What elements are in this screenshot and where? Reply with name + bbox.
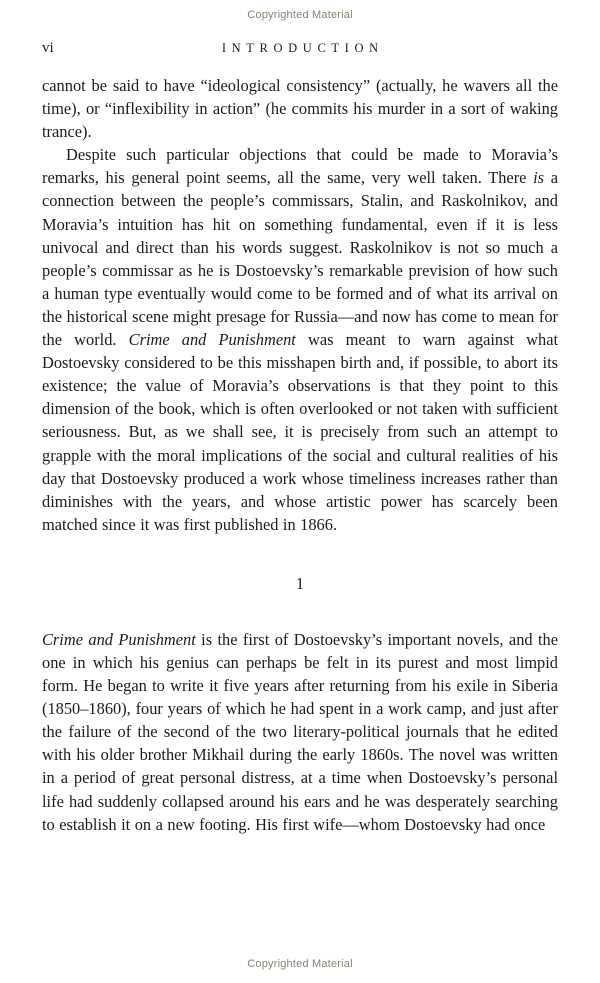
italic-text-run: Crime and Punishment [128, 330, 296, 350]
section-number: 1 [295, 573, 305, 593]
text-run: Despite such particular objections that could be made to Moravia’s remarks, his general point seems, all the same, very well taken. There [42, 145, 558, 188]
copyright-notice-top: Copyrighted Material [247, 9, 353, 21]
paragraph [42, 74, 558, 143]
text-run: is the first of Dostoevsky’s important novels, and the one in which his genius can perhaps be felt in its purest and most limpid form. He began to write it five years after returning from his exile in Siberia (1850–1860), four years of which he had spent in a work camp, and just after the failure of the second of the two literary-political journals that he edited with his older brother Mikhail during the early 1860s. The novel was written in a period of great personal distress, at a time when Dostoevsky’s personal life had suddenly collapsed around his ears and he was desperately searching to establish it on a new footing. His first wife—whom Dostoevsky had once [42, 629, 559, 834]
page-number: vi [42, 40, 54, 56]
body-text-block [42, 74, 558, 836]
text-run: cannot be said to have “ideological consistency” (actually, he wavers all the time), or “inflexibility in action” (he commits his murder in a sort of waking trance). [42, 76, 558, 142]
paragraph [42, 628, 558, 836]
paragraph [42, 143, 558, 536]
italic-text-run: is [533, 168, 545, 188]
page-header [42, 40, 558, 57]
italic-text-run: Crime and Punishment [42, 629, 196, 649]
copyright-notice-bottom: Copyrighted Material [247, 958, 353, 970]
text-run: was meant to warn against what Dostoevsky considered to be this misshapen birth and, if possible, to abort its existence; the value of Moravia’s observations is that they point to this dimension of the book, which is often overlooked or not taken with sufficient seriousness. But, as we shall see, it is precisely from such an attempt to grapple with the moral implications of the social and cultural realities of his day that Dostoevsky produced a work whose timeliness increases rather than diminishes with the years, and whose artistic power has scarcely been matched since it was first published in 1866. [42, 330, 559, 534]
running-header: INTRODUCTION [221, 41, 384, 55]
text-run: a connection between the people’s commissars, Stalin, and Raskolnikov, and Moravia’s intuition has hit on something fundamental, even if it is less univocal and direct than his words suggest. Raskolnikov is not so much a people’s commissar as he is Dostoevsky’s remarkable prevision of how such a human type eventually would come to be formed and of what its arrival on the historical scene might presage for Russia—and now has come to mean for the world. [42, 168, 558, 350]
